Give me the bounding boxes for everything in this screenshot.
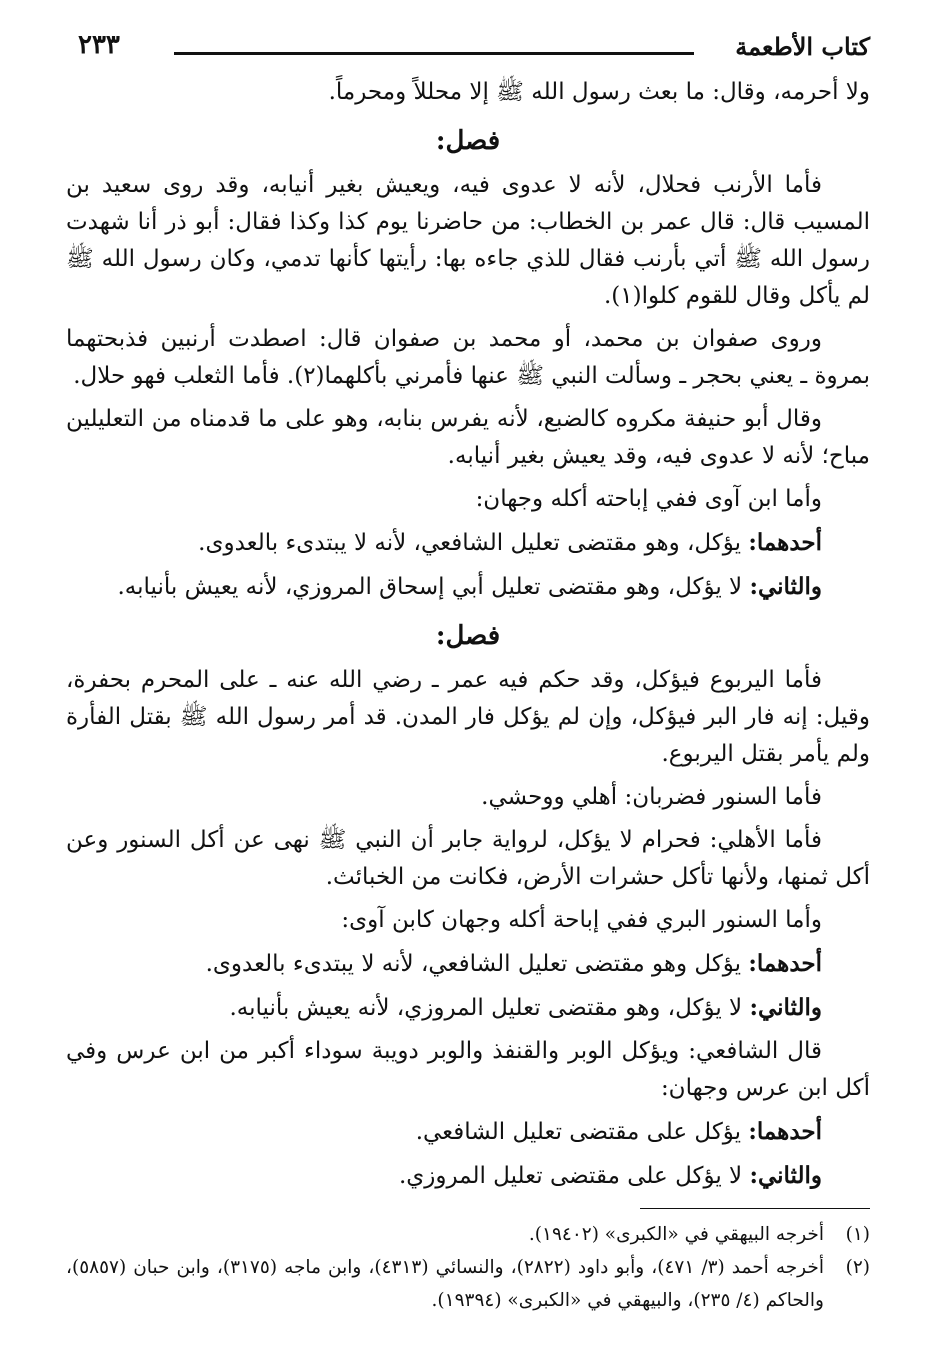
paragraph: فأما اليربوع فيؤكل، وقد حكم فيه عمر ـ رضي الله عنه ـ على المحرم بحفرة، وقيل: إنه فار البر فيؤكل، وإن لم يؤكل فار المدن. قد أمر رسول الله ﷺ بقتل الفأرة ولم يأمر بقتل اليربوع. [66, 667, 870, 767]
paragraph: ولا أحرمه، وقال: ما بعث رسول الله ﷺ إلا محللاً ومحرماً. [328, 79, 870, 105]
keyword-label: والثاني: [749, 1162, 822, 1189]
section-heading: فصل: [435, 126, 501, 156]
paragraph-text: لا يؤكل، وهو مقتضى تعليل المروزي، لأنه يعيش بأنيابه. [229, 995, 750, 1021]
paragraph [66, 1113, 822, 1151]
keyword-label: أحدهما: [748, 529, 822, 556]
paragraph: فأما الأرنب فحلال، لأنه لا عدوى فيه، ويعيش بغير أنيابه، وقد روى سعيد بن المسيب قال: قال عمر بن الخطاب: من حاضرنا يوم كذا وكذا فقال: أبو ذر أنا شهدت رسول الله ﷺ أتي بأرنب فقال للذي جاءه بها: رأيتها كأنها تدمي، وكان رسول الله ﷺ لم يأكل وقال للقوم كلوا(١). [66, 172, 870, 309]
footnote-number: (٢) [845, 1257, 870, 1278]
paragraph [66, 524, 822, 562]
keyword-label: والثاني: [749, 573, 822, 600]
footnote [66, 1251, 870, 1317]
page-header [78, 28, 870, 68]
paragraph: وروى صفوان بن محمد، أو محمد بن صفوان قال: اصطدت أرنبين فذبحتهما بمروة ـ يعني بحجر ـ وسألت النبي ﷺ عنها فأمرني بأكلهما(٢). فأما الثعلب فهو حلال. [66, 326, 870, 389]
paragraph: فأما الأهلي: فحرام لا يؤكل، لرواية جابر أن النبي ﷺ نهى عن أكل السنور وعن أكل ثمنها، ولأنها تأكل حشرات الأرض، فكانت من الخبائث. [66, 827, 870, 890]
paragraph: وأما السنور البري ففي إباحة أكله وجهان كابن آوى: [341, 907, 822, 933]
paragraph: وأما ابن آوى ففي إباحته أكله وجهان: [475, 486, 822, 512]
paragraph-text: لا يؤكل، وهو مقتضى تعليل أبي إسحاق المروزي، لأنه يعيش بأنيابه. [117, 574, 750, 600]
paragraph: قال الشافعي: ويؤكل الوبر والقنفذ والوبر دويبة سوداء أكبر من ابن عرس وفي أكل ابن عرس وجهان: [66, 1038, 870, 1101]
footnote-text: أخرجه أحمد (٣/ ٤٧١)، وأبو داود (٢٨٢٢)، والنسائي (٤٣١٣)، وابن ماجه (٣١٧٥)، وابن حبان (٥٨٥٧)، والحاكم (٤/ ٢٣٥)، والبيهقي في «الكبرى» (١٩٣٩٤). [66, 1257, 824, 1311]
paragraph [66, 568, 822, 606]
paragraph: فأما السنور فضربان: أهلي ووحشي. [481, 784, 822, 810]
footnote-text: أخرجه البيهقي في «الكبرى» (١٩٤٠٢). [528, 1224, 824, 1245]
keyword-label: أحدهما: [748, 950, 822, 977]
footnote-number: (١) [845, 1224, 870, 1245]
paragraph-text: يؤكل وهو مقتضى تعليل الشافعي، لأنه لا يبتدىء بالعدوى. [205, 951, 749, 977]
keyword-label: أحدهما: [748, 1118, 822, 1145]
header-rule [174, 52, 694, 55]
footnotes [66, 1218, 870, 1317]
keyword-label: والثاني: [749, 994, 822, 1021]
paragraph [66, 989, 822, 1027]
running-title: كتاب الأطعمة [735, 32, 870, 61]
page-number: ٢٣٣ [78, 30, 120, 60]
paragraph-text: يؤكل على مقتضى تعليل الشافعي. [415, 1119, 749, 1145]
footnote [66, 1218, 870, 1251]
paragraph [66, 1157, 822, 1195]
paragraph-text: لا يؤكل على مقتضى تعليل المروزي. [398, 1163, 750, 1189]
paragraph: وقال أبو حنيفة مكروه كالضبع، لأنه يفرس بنابه، وهو على ما قدمناه من التعليلين مباح؛ لأنه لا عدوى فيه، وقد يعيش بغير أنيابه. [66, 406, 870, 469]
section-heading: فصل: [435, 621, 501, 651]
footnote-separator [640, 1208, 870, 1209]
paragraph-text: يؤكل، وهو مقتضى تعليل الشافعي، لأنه لا يبتدىء بالعدوى. [198, 530, 749, 556]
main-text [66, 74, 870, 1195]
paragraph [66, 945, 822, 983]
